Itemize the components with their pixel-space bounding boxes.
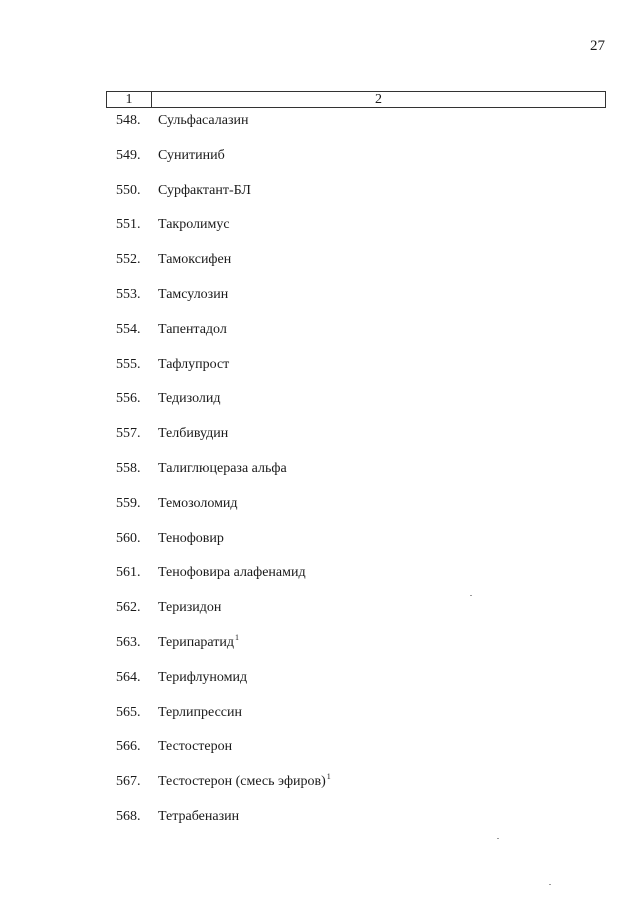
item-number: 557. — [116, 426, 141, 441]
item-name-text: Телбивудин — [158, 426, 229, 441]
item-name-text: Сурфактант-БЛ — [158, 183, 251, 198]
item-name — [158, 633, 239, 653]
footnote-marker: 1 — [235, 633, 240, 642]
table-header-col1: 1 — [107, 92, 152, 107]
list-item — [0, 250, 639, 270]
list-item — [0, 668, 639, 688]
item-number: 554. — [116, 322, 141, 337]
list-item — [0, 459, 639, 479]
item-number: 555. — [116, 357, 141, 372]
item-name — [158, 389, 221, 409]
list-item — [0, 355, 639, 375]
item-name — [158, 320, 227, 340]
item-number: 552. — [116, 252, 141, 267]
item-number: 568. — [116, 809, 141, 824]
list-item — [0, 494, 639, 514]
list-item — [0, 563, 639, 583]
item-name-text: Талиглюцераза альфа — [158, 461, 287, 476]
list-item — [0, 285, 639, 305]
list-item — [0, 389, 639, 409]
item-name — [158, 772, 331, 792]
item-number: 566. — [116, 739, 141, 754]
list-item — [0, 772, 639, 792]
item-name — [158, 668, 247, 688]
item-name — [158, 598, 221, 618]
item-name-text: Теризидон — [158, 600, 222, 615]
item-name — [158, 424, 228, 444]
item-number: 561. — [116, 565, 141, 580]
list-item — [0, 424, 639, 444]
item-number: 549. — [116, 148, 141, 163]
item-name-text: Тестостерон — [158, 739, 233, 754]
item-name-text: Тенофовир — [158, 531, 224, 546]
footnote-marker: 1 — [326, 772, 331, 781]
item-name-text: Терлипрессин — [158, 705, 242, 720]
item-name — [158, 146, 225, 166]
item-name — [158, 181, 251, 201]
item-number: 565. — [116, 705, 141, 720]
list-item — [0, 529, 639, 549]
page-number: 27 — [590, 38, 605, 54]
item-name-text: Тестостерон (смесь эфиров) — [158, 774, 326, 789]
item-name-text: Тамсулозин — [158, 287, 229, 302]
item-number: 567. — [116, 774, 141, 789]
item-number: 560. — [116, 531, 141, 546]
item-name-text: Терифлуномид — [158, 670, 248, 685]
list-item — [0, 633, 639, 653]
item-name-text: Тафлупрост — [158, 357, 230, 372]
item-name-text: Тетрабеназин — [158, 809, 240, 824]
item-name — [158, 807, 239, 827]
item-number: 550. — [116, 183, 141, 198]
item-name-text: Тедизолид — [158, 391, 221, 406]
item-name-text: Тенофовира алафенамид — [158, 565, 306, 580]
list-item — [0, 703, 639, 723]
item-name-text: Тапентадол — [158, 322, 227, 337]
list-item — [0, 807, 639, 827]
scan-speck — [497, 838, 499, 839]
list-item — [0, 737, 639, 757]
item-name-text: Сульфасалазин — [158, 113, 249, 128]
item-number: 559. — [116, 496, 141, 511]
item-number: 558. — [116, 461, 141, 476]
item-number: 556. — [116, 391, 141, 406]
list-item — [0, 215, 639, 235]
item-name — [158, 563, 306, 583]
list-item — [0, 320, 639, 340]
item-name — [158, 111, 248, 131]
item-name-text: Тамоксифен — [158, 252, 232, 267]
item-name — [158, 215, 230, 235]
scan-speck — [549, 884, 551, 885]
item-name — [158, 494, 238, 514]
item-name-text: Сунитиниб — [158, 148, 225, 163]
item-name — [158, 459, 287, 479]
item-number: 564. — [116, 670, 141, 685]
table-header — [106, 91, 606, 108]
item-name-text: Терипаратид — [158, 635, 235, 650]
item-name — [158, 355, 229, 375]
item-name — [158, 703, 242, 723]
item-name — [158, 285, 228, 305]
item-name — [158, 250, 231, 270]
scan-speck — [470, 595, 472, 596]
item-number: 563. — [116, 635, 141, 650]
item-name — [158, 529, 224, 549]
list-item — [0, 181, 639, 201]
item-name-text: Такролимус — [158, 217, 230, 232]
item-number: 553. — [116, 287, 141, 302]
item-number: 562. — [116, 600, 141, 615]
item-number: 548. — [116, 113, 141, 128]
list-item — [0, 146, 639, 166]
list-item — [0, 598, 639, 618]
item-name — [158, 737, 232, 757]
table-header-col2: 2 — [375, 92, 382, 107]
list-item — [0, 111, 639, 131]
item-name-text: Темозоломид — [158, 496, 238, 511]
item-number: 551. — [116, 217, 141, 232]
